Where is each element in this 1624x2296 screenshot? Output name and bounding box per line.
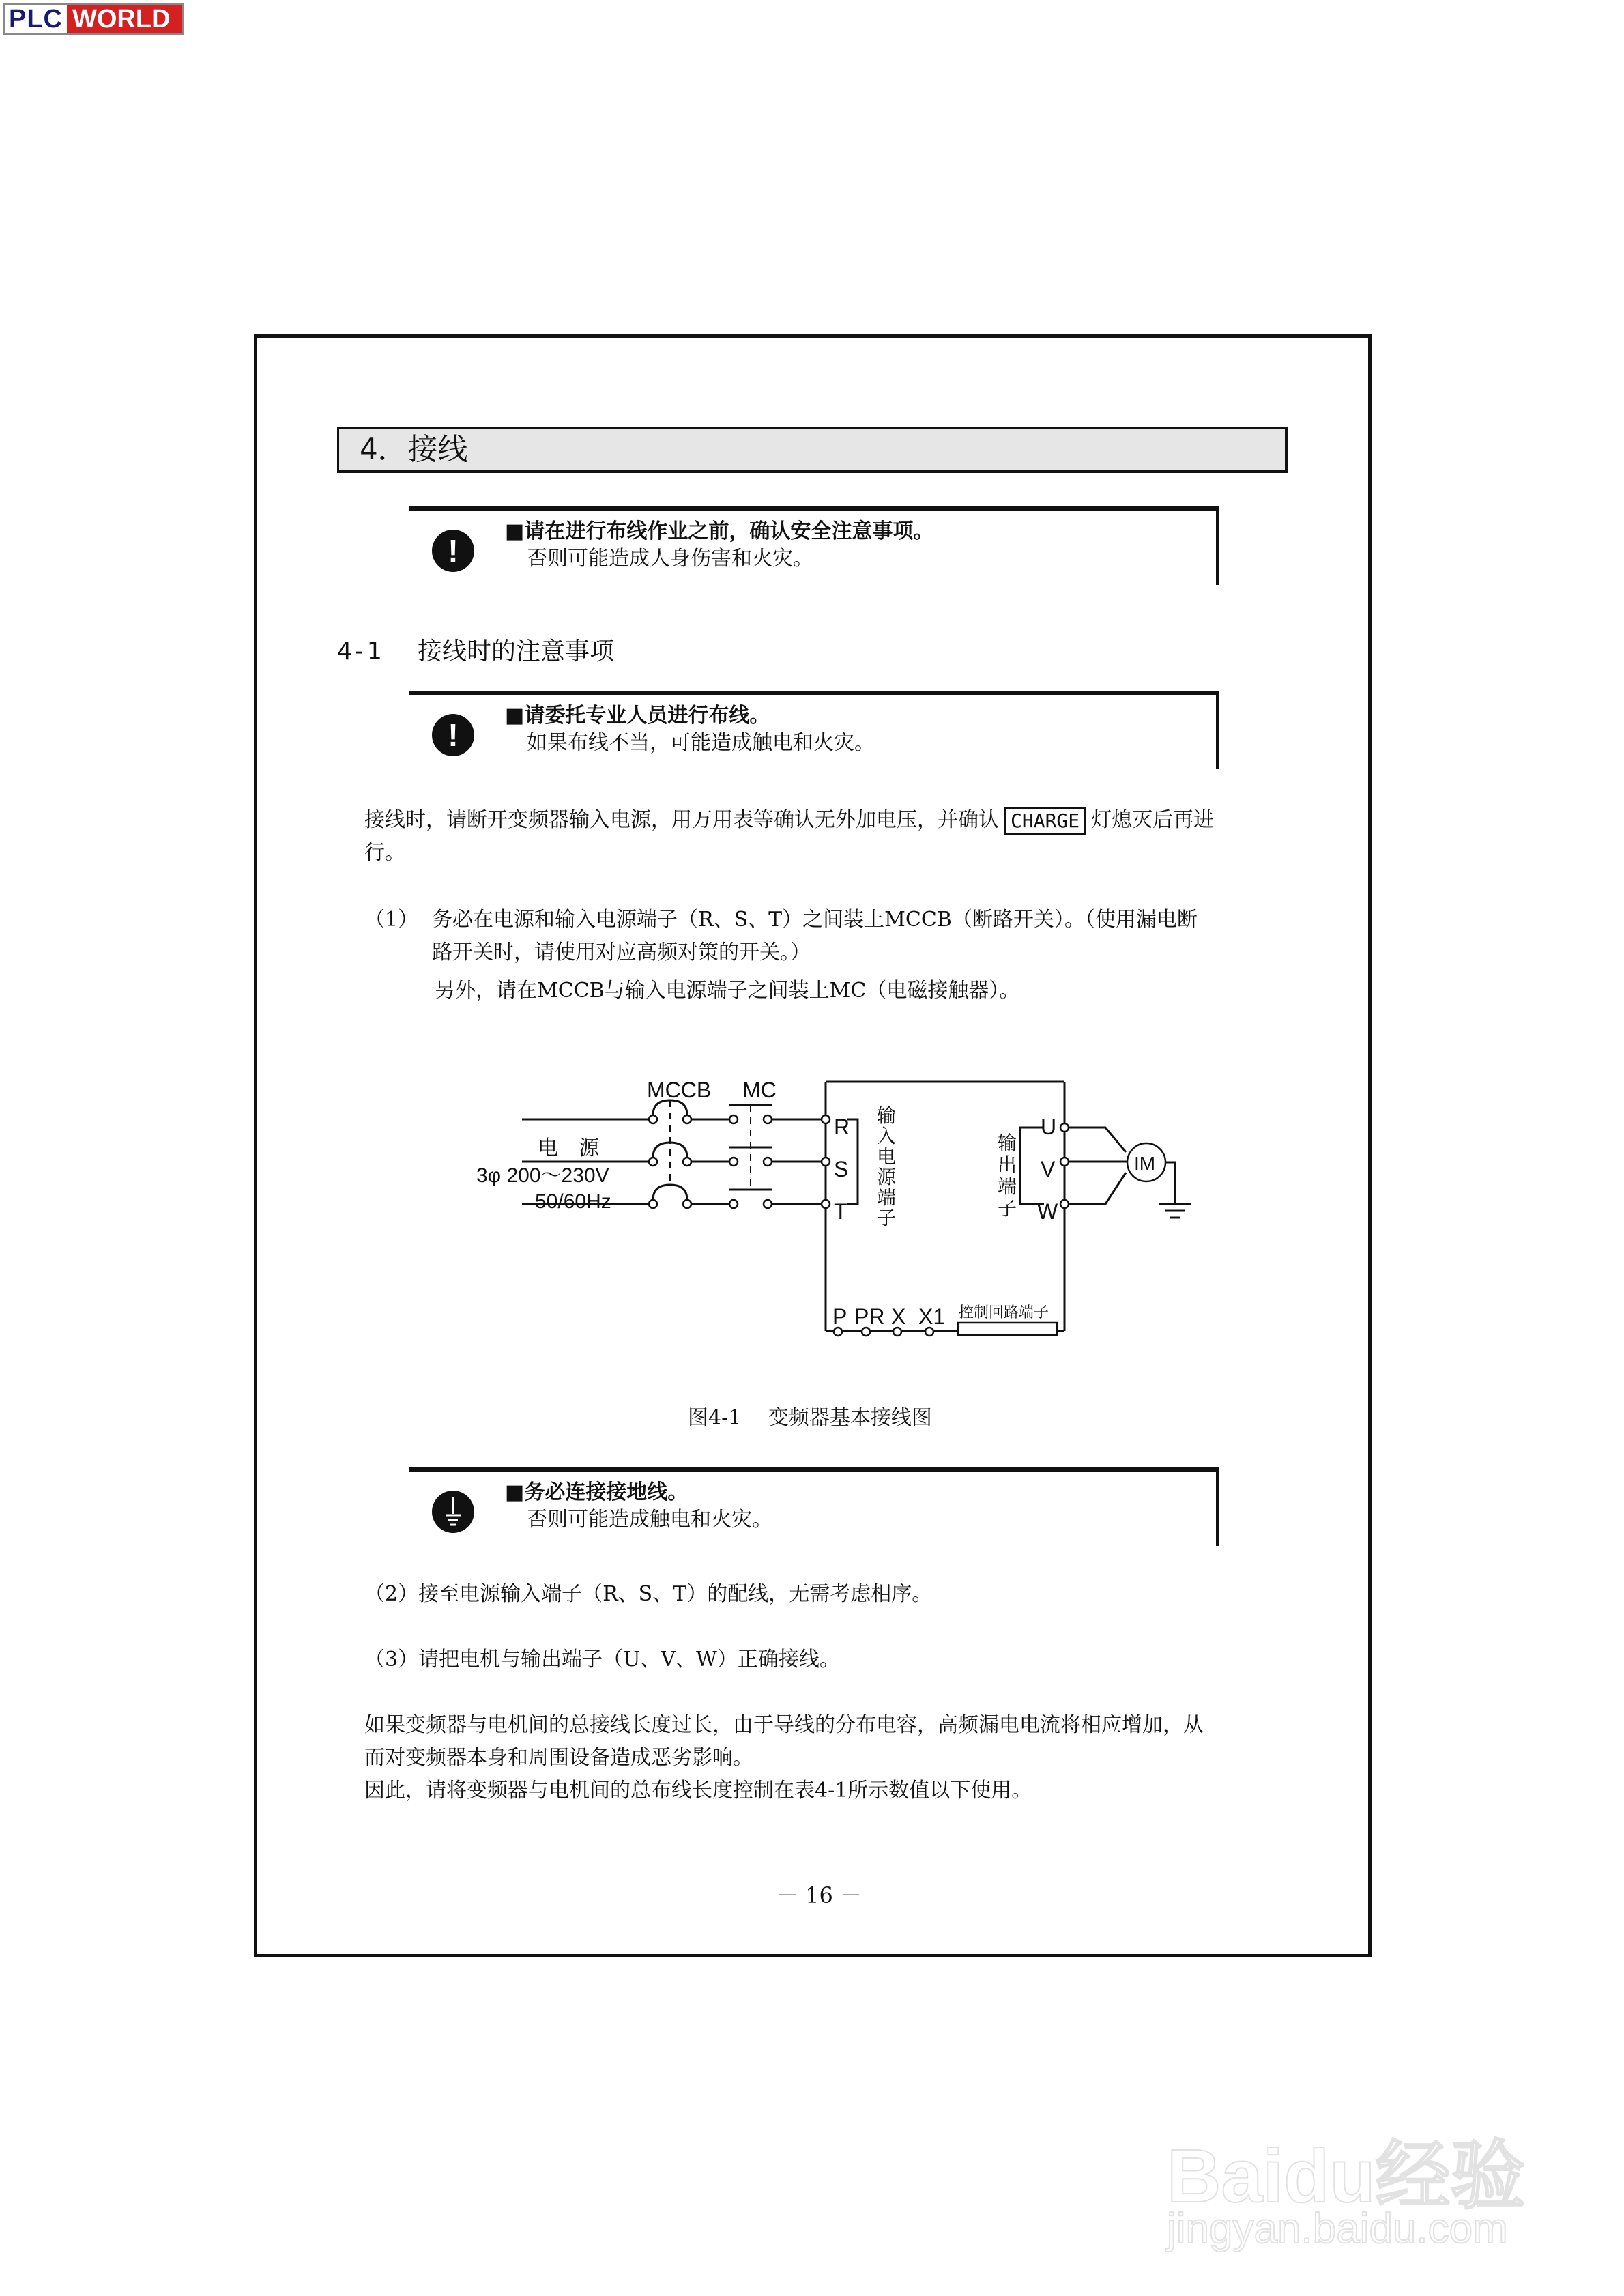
power-frequency-label: 50/60Hz [535,1190,611,1213]
figure-caption: 图4-1 变频器基本接线图 [688,1406,932,1430]
intro-text-after: 灯熄灭后再进 [1091,808,1215,832]
terminal-pr-label: PR [854,1304,885,1329]
intro-text: 接线时，请断开变频器输入电源，用万用表等确认无外加电压，并确认 [364,808,999,832]
svg-text:端: 端 [877,1187,897,1208]
terminal-v-label: V [1041,1157,1056,1181]
svg-text:子: 子 [998,1198,1017,1219]
svg-text:输: 输 [877,1105,897,1126]
intro-paragraph-line2: 行。 [364,841,405,865]
output-terminals-label [998,1132,1017,1219]
svg-text:子: 子 [877,1207,897,1229]
terminal-u-label: U [1041,1115,1057,1139]
motor-label: IM [1134,1153,1156,1174]
terminal-s-label: S [834,1157,849,1181]
svg-text:电: 电 [877,1146,897,1167]
terminal-x-label: X [891,1304,906,1329]
section-number: 4-1 [337,637,382,665]
cable-length-paragraph-line1: 如果变频器与电机间的总接线长度过长，由于导线的分布电容，高频漏电电流将相应增加，从 [364,1713,1204,1737]
warning-title: ■请在进行布线作业之前，确认安全注意事项。 [505,519,934,543]
terminal-x1-label: X1 [918,1304,946,1329]
warning-body: 否则可能造成触电和火灾。 [527,1508,772,1532]
item1-line1: 务必在电源和输入电源端子（R、S、T）之间装上MCCB（断路开关）。（使用漏电断 [432,908,1198,932]
terminal-p-label: P [832,1304,847,1329]
svg-text:源: 源 [877,1166,897,1188]
warning-box-ground [409,1467,1219,1546]
exclamation-icon: ! [432,530,474,572]
warning-title: ■请委托专业人员进行布线。 [505,704,770,728]
terminal-t-label: T [834,1199,847,1224]
warning-body: 如果布线不当，可能造成触电和火灾。 [527,731,875,755]
item1-line2: 路开关时，请使用对应高频对策的开关。） [432,941,811,964]
section-title: 接线时的注意事项 [417,637,614,665]
warning-title: ■务必连接接地线。 [505,1480,688,1504]
power-source-label: 电 源 [538,1137,599,1160]
baidu-watermark [1153,2054,1563,2259]
item1-line3: 另外，请在MCCB与输入电源端子之间装上MC（电磁接触器）。 [435,979,1020,1003]
power-voltage-label: 3φ 200～230V [476,1164,609,1187]
svg-text:入: 入 [877,1125,897,1147]
ground-icon [432,1491,474,1533]
input-power-terminals-label [877,1105,897,1229]
terminal-w-label: W [1037,1199,1058,1224]
control-circuit-terminals-label: 控制回路端子 [959,1304,1049,1321]
item2: （2）接至电源输入端子（R、S、T）的配线，无需考虑相序。 [364,1582,933,1606]
warning-body: 否则可能造成人身伤害和火灾。 [527,547,813,571]
svg-text:输: 输 [998,1132,1017,1153]
svg-text:出: 出 [998,1154,1017,1175]
exclamation-icon: ! [432,714,474,756]
item1-number: （1） [364,908,419,932]
terminal-r-label: R [834,1115,850,1139]
logo-world-text: WORLD [67,5,182,33]
mc-label: MC [742,1078,777,1102]
mccb-label: MCCB [647,1078,712,1102]
item3: （3）请把电机与输出端子（U、V、W）正确接线。 [364,1648,840,1671]
page-number: － 16 － [777,1882,862,1908]
charge-indicator-label: CHARGE [1004,807,1086,835]
watermark-brand: Baidu经验 [1167,2134,1526,2218]
svg-text:端: 端 [998,1176,1017,1197]
cable-length-paragraph-line3: 因此，请将变频器与电机间的总布线长度控制在表4-1所示数值以下使用。 [364,1779,1032,1803]
chapter-title: 4．接线 [360,432,468,467]
cable-length-paragraph-line2: 而对变频器本身和周围设备造成恶劣影响。 [364,1746,753,1770]
logo-plc-text: PLC [5,5,67,33]
watermark-url: jingyan.baidu.com [1167,2205,1508,2252]
